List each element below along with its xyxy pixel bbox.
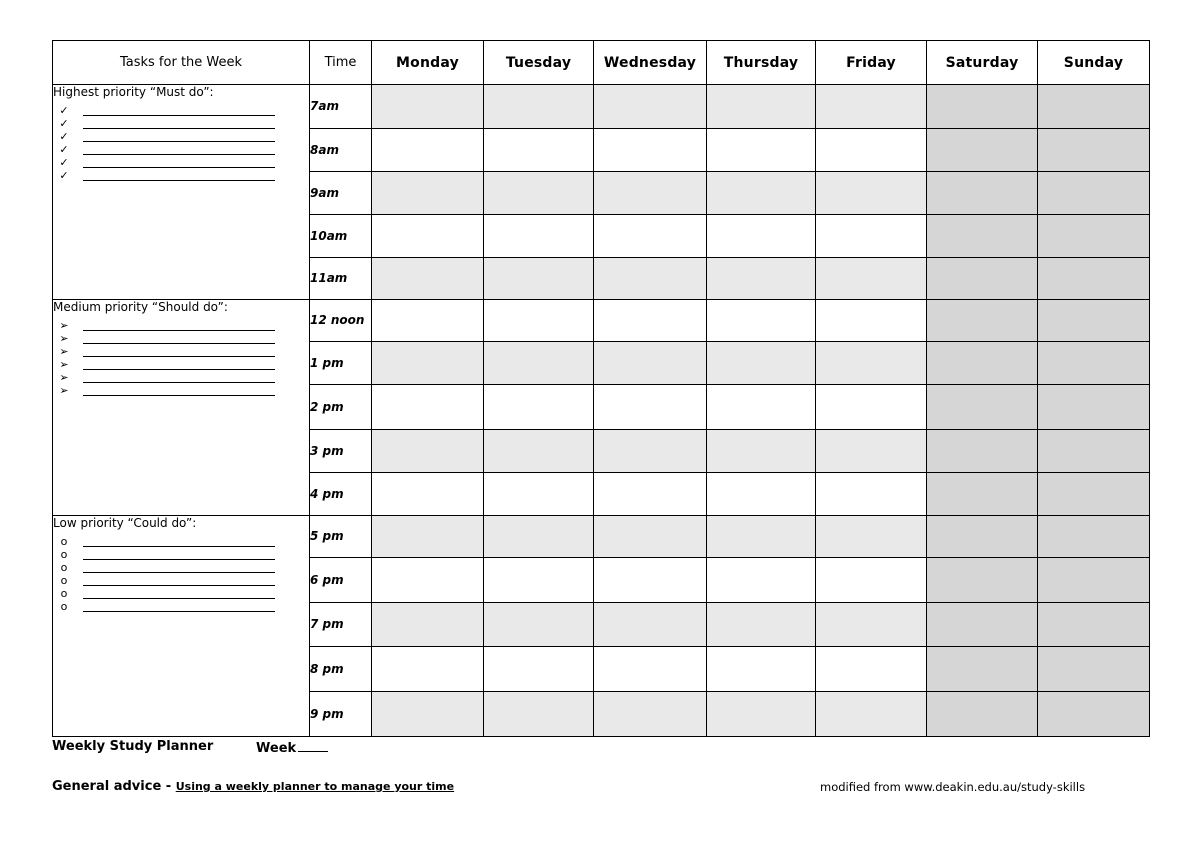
- slot-saturday[interactable]: [927, 473, 1038, 516]
- slot-monday[interactable]: [372, 300, 484, 342]
- slot-tuesday[interactable]: [484, 342, 594, 385]
- advice-label: General advice -: [52, 779, 172, 794]
- day-header-sunday: Sunday: [1038, 41, 1150, 85]
- slot-monday[interactable]: [372, 473, 484, 516]
- task-line: [53, 357, 309, 370]
- slot-wednesday[interactable]: [594, 516, 707, 558]
- slot-wednesday[interactable]: [594, 342, 707, 385]
- weekly-planner-table: [52, 40, 1150, 737]
- time-label: 3 pm: [310, 430, 372, 473]
- task-blank[interactable]: [83, 147, 275, 155]
- slot-friday[interactable]: [816, 473, 927, 516]
- slot-wednesday[interactable]: [594, 647, 707, 692]
- task-blank[interactable]: [83, 552, 275, 560]
- week-field: [256, 739, 328, 756]
- task-blank[interactable]: [83, 323, 275, 331]
- slot-monday[interactable]: [372, 516, 484, 558]
- task-line: [53, 129, 309, 142]
- slot-thursday[interactable]: [707, 342, 816, 385]
- slot-saturday[interactable]: [927, 692, 1038, 737]
- time-label: 12 noon: [310, 300, 372, 342]
- task-blank[interactable]: [83, 388, 275, 396]
- bullet-icon: o: [60, 548, 68, 561]
- slot-monday[interactable]: [372, 603, 484, 647]
- slot-saturday[interactable]: [927, 258, 1038, 300]
- slot-tuesday[interactable]: [484, 692, 594, 737]
- bullet-icon: ✓: [59, 130, 69, 143]
- week-blank[interactable]: [298, 739, 328, 752]
- day-header-friday: Friday: [816, 41, 927, 85]
- slot-tuesday[interactable]: [484, 558, 594, 603]
- priority-label: Highest priority “Must do”:: [53, 85, 214, 99]
- bullet-icon: ✓: [59, 143, 69, 156]
- slot-monday[interactable]: [372, 558, 484, 603]
- task-line: [53, 142, 309, 155]
- task-line: [53, 547, 309, 560]
- slot-monday[interactable]: [372, 385, 484, 430]
- slot-saturday[interactable]: [927, 215, 1038, 258]
- time-row: [53, 300, 1150, 342]
- slot-tuesday[interactable]: [484, 215, 594, 258]
- bullet-icon: ✓: [59, 104, 69, 117]
- slot-friday[interactable]: [816, 129, 927, 172]
- slot-wednesday[interactable]: [594, 692, 707, 737]
- task-line: [53, 383, 309, 396]
- time-label: 7 pm: [310, 603, 372, 647]
- slot-wednesday[interactable]: [594, 300, 707, 342]
- slot-monday[interactable]: [372, 172, 484, 215]
- task-blank[interactable]: [83, 539, 275, 547]
- slot-thursday[interactable]: [707, 473, 816, 516]
- slot-monday[interactable]: [372, 647, 484, 692]
- priority-section: [53, 300, 310, 516]
- slot-tuesday[interactable]: [484, 603, 594, 647]
- time-label: 8am: [310, 129, 372, 172]
- task-line: [53, 586, 309, 599]
- task-blank[interactable]: [83, 565, 275, 573]
- slot-friday[interactable]: [816, 342, 927, 385]
- slot-thursday[interactable]: [707, 692, 816, 737]
- slot-sunday[interactable]: [1038, 516, 1150, 558]
- slot-friday[interactable]: [816, 516, 927, 558]
- slot-tuesday[interactable]: [484, 473, 594, 516]
- slot-monday[interactable]: [372, 430, 484, 473]
- time-label: 9am: [310, 172, 372, 215]
- slot-wednesday[interactable]: [594, 258, 707, 300]
- week-label: Week: [256, 741, 297, 756]
- slot-wednesday[interactable]: [594, 385, 707, 430]
- task-blank[interactable]: [83, 134, 275, 142]
- priority-section: [53, 85, 310, 300]
- slot-friday[interactable]: [816, 692, 927, 737]
- slot-thursday[interactable]: [707, 385, 816, 430]
- task-blank[interactable]: [83, 121, 275, 129]
- slot-thursday[interactable]: [707, 603, 816, 647]
- priority-label: Medium priority “Should do”:: [53, 300, 228, 314]
- time-label: 1 pm: [310, 342, 372, 385]
- time-row: [53, 85, 1150, 129]
- bullet-icon: ➢: [59, 319, 69, 332]
- slot-saturday[interactable]: [927, 647, 1038, 692]
- slot-sunday[interactable]: [1038, 342, 1150, 385]
- task-blank[interactable]: [83, 578, 275, 586]
- task-line: [53, 116, 309, 129]
- slot-monday[interactable]: [372, 129, 484, 172]
- slot-tuesday[interactable]: [484, 516, 594, 558]
- slot-thursday[interactable]: [707, 647, 816, 692]
- task-line: [53, 344, 309, 357]
- slot-tuesday[interactable]: [484, 85, 594, 129]
- task-blank[interactable]: [83, 591, 275, 599]
- task-line: [53, 155, 309, 168]
- slot-wednesday[interactable]: [594, 85, 707, 129]
- slot-saturday[interactable]: [927, 558, 1038, 603]
- source-credit: modified from www.deakin.edu.au/study-skills: [820, 780, 1086, 794]
- slot-thursday[interactable]: [707, 516, 816, 558]
- task-line: [53, 573, 309, 586]
- slot-sunday[interactable]: [1038, 473, 1150, 516]
- slot-tuesday[interactable]: [484, 647, 594, 692]
- slot-saturday[interactable]: [927, 300, 1038, 342]
- slot-thursday[interactable]: [707, 430, 816, 473]
- slot-saturday[interactable]: [927, 430, 1038, 473]
- task-blank[interactable]: [83, 362, 275, 370]
- bullet-icon: ➢: [59, 358, 69, 371]
- slot-sunday[interactable]: [1038, 385, 1150, 430]
- task-blank[interactable]: [83, 604, 275, 612]
- time-label: 10am: [310, 215, 372, 258]
- slot-wednesday[interactable]: [594, 603, 707, 647]
- slot-saturday[interactable]: [927, 129, 1038, 172]
- day-header-saturday: Saturday: [927, 41, 1038, 85]
- slot-friday[interactable]: [816, 85, 927, 129]
- slot-wednesday[interactable]: [594, 430, 707, 473]
- time-label: 9 pm: [310, 692, 372, 737]
- slot-wednesday[interactable]: [594, 129, 707, 172]
- time-label: 8 pm: [310, 647, 372, 692]
- slot-thursday[interactable]: [707, 129, 816, 172]
- slot-wednesday[interactable]: [594, 172, 707, 215]
- slot-friday[interactable]: [816, 215, 927, 258]
- task-blank[interactable]: [83, 375, 275, 383]
- slot-saturday[interactable]: [927, 342, 1038, 385]
- bullet-icon: o: [60, 587, 68, 600]
- task-blank[interactable]: [83, 108, 275, 116]
- task-blank[interactable]: [83, 336, 275, 344]
- slot-saturday[interactable]: [927, 385, 1038, 430]
- slot-saturday[interactable]: [927, 603, 1038, 647]
- bullet-icon: ✓: [59, 117, 69, 130]
- slot-wednesday[interactable]: [594, 215, 707, 258]
- time-row: [53, 516, 1150, 558]
- bullet-icon: o: [60, 535, 68, 548]
- slot-saturday[interactable]: [927, 85, 1038, 129]
- task-line: [53, 168, 309, 181]
- time-label: 11am: [310, 258, 372, 300]
- slot-sunday[interactable]: [1038, 85, 1150, 129]
- slot-sunday[interactable]: [1038, 215, 1150, 258]
- slot-friday[interactable]: [816, 603, 927, 647]
- bullet-icon: ➢: [59, 384, 69, 397]
- slot-monday[interactable]: [372, 692, 484, 737]
- slot-thursday[interactable]: [707, 258, 816, 300]
- slot-tuesday[interactable]: [484, 300, 594, 342]
- task-blank[interactable]: [83, 173, 275, 181]
- slot-sunday[interactable]: [1038, 558, 1150, 603]
- slot-thursday[interactable]: [707, 85, 816, 129]
- task-blank[interactable]: [83, 349, 275, 357]
- task-line: [53, 599, 309, 612]
- task-line: [53, 534, 309, 547]
- task-line: [53, 560, 309, 573]
- time-header: Time: [310, 41, 372, 85]
- time-label: 2 pm: [310, 385, 372, 430]
- slot-saturday[interactable]: [927, 172, 1038, 215]
- slot-friday[interactable]: [816, 258, 927, 300]
- task-blank[interactable]: [83, 160, 275, 168]
- slot-sunday[interactable]: [1038, 258, 1150, 300]
- slot-thursday[interactable]: [707, 172, 816, 215]
- slot-sunday[interactable]: [1038, 603, 1150, 647]
- slot-friday[interactable]: [816, 558, 927, 603]
- slot-tuesday[interactable]: [484, 430, 594, 473]
- slot-friday[interactable]: [816, 385, 927, 430]
- slot-tuesday[interactable]: [484, 385, 594, 430]
- task-line: [53, 331, 309, 344]
- tasks-header: Tasks for the Week: [53, 41, 310, 85]
- bullet-icon: o: [60, 600, 68, 613]
- priority-label: Low priority “Could do”:: [53, 516, 197, 530]
- slot-thursday[interactable]: [707, 300, 816, 342]
- slot-friday[interactable]: [816, 172, 927, 215]
- time-label: 6 pm: [310, 558, 372, 603]
- slot-thursday[interactable]: [707, 558, 816, 603]
- time-label: 5 pm: [310, 516, 372, 558]
- slot-saturday[interactable]: [927, 516, 1038, 558]
- bullet-icon: o: [60, 574, 68, 587]
- bullet-icon: ➢: [59, 371, 69, 384]
- day-header-wednesday: Wednesday: [594, 41, 707, 85]
- planner-title-line: [52, 739, 297, 756]
- slot-friday[interactable]: [816, 647, 927, 692]
- bullet-icon: ✓: [59, 156, 69, 169]
- day-header-tuesday: Tuesday: [484, 41, 594, 85]
- slot-tuesday[interactable]: [484, 129, 594, 172]
- slot-sunday[interactable]: [1038, 647, 1150, 692]
- task-line: [53, 103, 309, 116]
- task-line: [53, 370, 309, 383]
- bullet-icon: ✓: [59, 169, 69, 182]
- slot-wednesday[interactable]: [594, 473, 707, 516]
- slot-friday[interactable]: [816, 430, 927, 473]
- slot-monday[interactable]: [372, 215, 484, 258]
- bullet-icon: ➢: [59, 332, 69, 345]
- slot-tuesday[interactable]: [484, 172, 594, 215]
- planner-title: Weekly Study Planner: [52, 739, 214, 754]
- slot-monday[interactable]: [372, 85, 484, 129]
- time-label: 7am: [310, 85, 372, 129]
- slot-wednesday[interactable]: [594, 558, 707, 603]
- time-label: 4 pm: [310, 473, 372, 516]
- slot-tuesday[interactable]: [484, 258, 594, 300]
- priority-section: [53, 516, 310, 737]
- slot-sunday[interactable]: [1038, 129, 1150, 172]
- slot-monday[interactable]: [372, 258, 484, 300]
- slot-monday[interactable]: [372, 342, 484, 385]
- slot-thursday[interactable]: [707, 215, 816, 258]
- advice-link[interactable]: Using a weekly planner to manage your time: [175, 780, 455, 793]
- bullet-icon: o: [60, 561, 68, 574]
- bullet-icon: ➢: [59, 345, 69, 358]
- slot-friday[interactable]: [816, 300, 927, 342]
- slot-sunday[interactable]: [1038, 300, 1150, 342]
- day-header-monday: Monday: [372, 41, 484, 85]
- slot-sunday[interactable]: [1038, 172, 1150, 215]
- task-line: [53, 318, 309, 331]
- slot-sunday[interactable]: [1038, 430, 1150, 473]
- general-advice: [52, 779, 454, 794]
- slot-sunday[interactable]: [1038, 692, 1150, 737]
- day-header-thursday: Thursday: [707, 41, 816, 85]
